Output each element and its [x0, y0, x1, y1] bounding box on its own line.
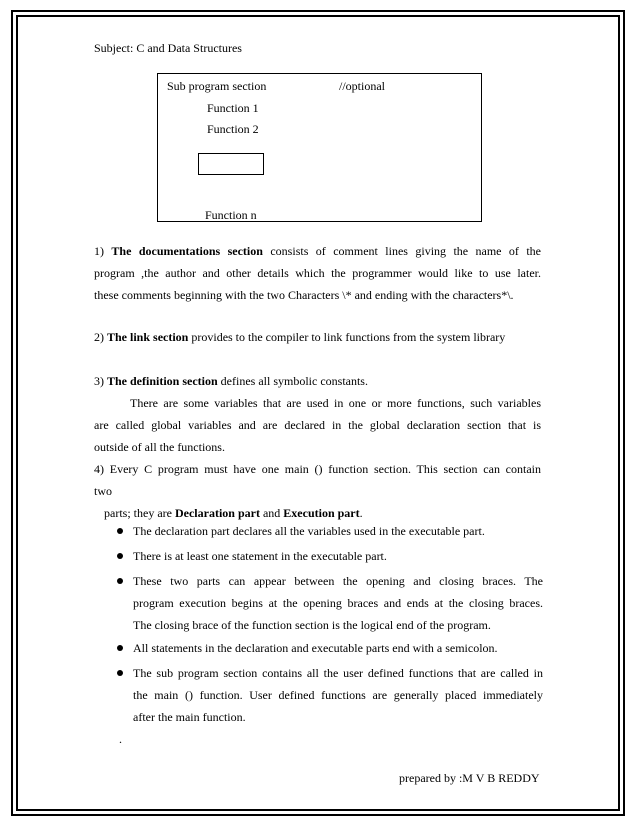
bold-term: Execution part: [283, 506, 360, 520]
item-number: 3): [94, 374, 104, 388]
bullet-dot: [117, 578, 123, 584]
function-1-label: Function 1: [207, 101, 259, 115]
bullet-line: The sub program section contains all the user defined functions that are called in: [133, 666, 543, 680]
bullet-item: [133, 637, 543, 659]
bullet-dot: [117, 528, 123, 534]
paragraph-line: [94, 240, 541, 262]
bullet-dot: [117, 645, 123, 651]
paragraph-definition-section: [94, 370, 541, 458]
bullet-item: [133, 570, 543, 636]
optional-label: //optional: [339, 79, 385, 93]
paragraph-line: program ,the author and other details which the programmer would like to use later.: [94, 266, 541, 280]
bullet-line: after the main function.: [133, 710, 246, 724]
item-number: 1): [94, 244, 104, 258]
paragraph-line: two: [94, 484, 112, 498]
item-number: 2): [94, 330, 104, 344]
paragraph-main-function: [94, 458, 541, 524]
bullet-line: The closing brace of the function section is the logical end of the program.: [133, 618, 491, 632]
line-text: defines all symbolic constants.: [220, 374, 368, 388]
bullet-dot: [117, 670, 123, 676]
bold-term: The definition section: [107, 374, 218, 388]
bullet-line: the main () function. User defined functions are generally placed immediately: [133, 688, 543, 702]
bold-term: The documentations section: [111, 244, 263, 258]
bullet-item: [133, 662, 543, 728]
function-placeholder-box: [198, 153, 264, 175]
subprogram-diagram-box: [157, 73, 482, 222]
paragraph-line: outside of all the functions.: [94, 440, 225, 454]
bold-term: Declaration part: [174, 506, 260, 520]
subprogram-header: Sub program section: [167, 79, 267, 93]
bullet-dot: [117, 553, 123, 559]
bullet-line: program execution begins at the opening braces and ends at the closing braces.: [133, 596, 543, 610]
bullet-line: There is at least one statement in the executable part.: [133, 549, 387, 563]
function-n-label: Function n: [205, 208, 257, 222]
footer-author: prepared by :M V B REDDY: [399, 771, 540, 785]
function-2-label: Function 2: [207, 122, 259, 136]
line-text: .: [359, 506, 363, 520]
bullet-line: All statements in the declaration and executable parts end with a semicolon.: [133, 641, 498, 655]
line-text: and: [262, 506, 281, 520]
bullet-item: [133, 520, 543, 542]
paragraph-line: 4) Every C program must have one main () function section. This section can contain: [94, 462, 541, 476]
line-text: consists of comment lines giving the name of the: [270, 244, 541, 258]
line-text: parts; they are: [104, 506, 172, 520]
paragraph-documentation-section: [94, 240, 541, 306]
paragraph-line: [94, 326, 541, 348]
bullet-item: [133, 545, 543, 567]
line-text: provides to the compiler to link functions from the system library: [191, 330, 506, 344]
trailing-dot: .: [119, 732, 122, 746]
paragraph-link-section: [94, 326, 541, 348]
subject-heading: Subject: C and Data Structures: [94, 41, 242, 55]
paragraph-line: these comments beginning with the two Characters \* and ending with the characters*\.: [94, 288, 514, 302]
paragraph-line: [94, 370, 541, 392]
bold-term: The link section: [107, 330, 189, 344]
bullet-line: These two parts can appear between the opening and closing braces. The: [133, 574, 543, 588]
paragraph-line: There are some variables that are used in one or more functions, such variables: [130, 396, 541, 410]
paragraph-line: are called global variables and are declared in the global declaration section that is: [94, 418, 541, 432]
bullet-line: The declaration part declares all the variables used in the executable part.: [133, 524, 485, 538]
